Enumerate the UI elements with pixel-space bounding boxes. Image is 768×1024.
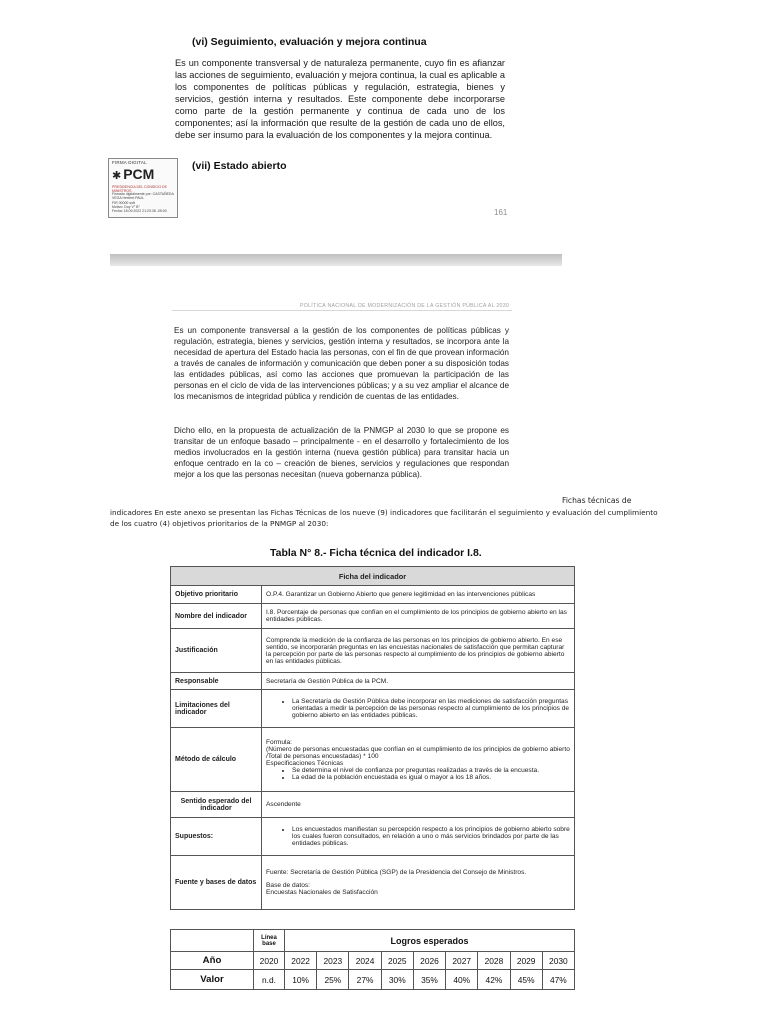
indicator-sheet-table	[170, 566, 575, 910]
value-cell: 45%	[510, 970, 542, 990]
table-row	[171, 856, 575, 910]
row-label: Sentido esperado del indicador	[171, 792, 262, 818]
row-value: O.P.4. Garantizar un Gobierno Abierto que genere legitimidad en las intervenciones públicas	[262, 586, 575, 604]
row-value	[262, 856, 575, 910]
value-cell: n.d.	[254, 970, 285, 990]
table-row	[171, 690, 575, 728]
table-title: Tabla N° 8.- Ficha técnica del indicador I.8.	[270, 547, 482, 559]
pcm-logo	[112, 166, 154, 182]
list-item: • La edad de la población encuestada es igual o mayor a los 18 años.	[292, 774, 570, 781]
formula-text: (Número de personas encuestadas que confían en el cumplimiento de los principios de gobierno abierto /Total de personas encuestadas) * 100	[266, 745, 570, 760]
stamp-line: Motivo: Doy V° B°	[112, 204, 140, 209]
row-value	[262, 818, 575, 856]
table-header: Ficha del indicador	[171, 567, 575, 586]
baseline-label: Línea base	[254, 930, 285, 952]
row-label: Limitaciones del indicador	[171, 690, 262, 728]
table-row	[171, 673, 575, 690]
row-value: Secretaría de Gestión Pública de la PCM.	[262, 673, 575, 690]
annex-title: Fichas técnicas de	[562, 496, 632, 505]
row-label: Justificación	[171, 629, 262, 673]
year-cell: 2027	[446, 952, 478, 970]
year-cell: 2030	[542, 952, 574, 970]
section-vi-paragraph: Es un componente transversal y de naturaleza permanente, cuyo fin es afianzar las acciones de seguimiento, evaluación y mejora continua, la cual es aplicable a los componentes de políticas públicas y regulación, estrategia, bienes y servicios, gestión interna y resultados. Este componente debe incorporarse como parte de la gestión permanente y continua de cada uno de los componentes; así la información que resulte de la gestión de cada uno de ellos, debe ser insumo para la evaluación de los componentes y la mejora continua.	[175, 58, 505, 140]
table-row	[171, 629, 575, 673]
table-row	[171, 818, 575, 856]
row-label: Nombre del indicador	[171, 604, 262, 629]
row-label: Supuestos:	[171, 818, 262, 856]
row-label: Objetivo prioritario	[171, 586, 262, 604]
row-label: Fuente y bases de datos	[171, 856, 262, 910]
row-value	[262, 728, 575, 792]
list-item: • Los encuestados manifiestan su percepción respecto a los principios de gobierno abierto sobre los cuales fueron consultados, en relación a uno o más servicios brindados por parte de las entidades públicas.	[292, 826, 570, 847]
row-label: Responsable	[171, 673, 262, 690]
list-item: • Se determina el nivel de confianza por preguntas realizadas a través de la encuesta.	[292, 767, 570, 774]
section-vi-heading: (vi) Seguimiento, evaluación y mejora continua	[192, 36, 427, 48]
running-header: POLÍTICA NACIONAL DE MODERNIZACIÓN DE LA GESTIÓN PÚBLICA AL 2030	[300, 303, 510, 309]
value-cell: 10%	[285, 970, 317, 990]
year-cell: 2026	[413, 952, 445, 970]
value-cell: 30%	[381, 970, 413, 990]
section-vii-heading: (vii) Estado abierto	[192, 160, 287, 172]
header-rule	[172, 310, 512, 311]
asterisk-icon: ✱	[112, 170, 122, 182]
stamp-line: Fecha: 18.09.2022 21:20:38 -05:00	[112, 209, 167, 214]
value-row-label: Valor	[171, 970, 254, 990]
year-cell: 2028	[478, 952, 510, 970]
expected-results-table	[170, 929, 575, 990]
estado-abierto-paragraph-1: Es un componente transversal a la gestión de los componentes de políticas públicas y regulación, estrategia, bienes y servicios, gestión interna y resultados, se incorpora ante la necesidad de apertura del Estado hacia las personas, con el fin de que provean información a través de canales de información y comunicación que deben poner a su disposición todas las entidades públicas, así como las acciones que promuevan la participación de las personas en el ciclo de vida de las intervenciones públicas; y a su vez ampliar el alcance de los mecanismos de integridad pública y rendición de cuentas de las entidades.	[174, 326, 509, 401]
row-value: Ascendente	[262, 792, 575, 818]
value-cell: 47%	[542, 970, 574, 990]
base-value: Encuestas Nacionales de Satisfacción	[266, 889, 378, 896]
estado-abierto-paragraph-2: Dicho ello, en la propuesta de actualización de la PNMGP al 2030 lo que se propone es transitar de un enfoque basado – principalmente - en el desarrollo y fortalecimiento de los medios involucrados en la gestión interna (nueva gestión pública) para transitar hacia un enfoque centrado en la co – creación de bienes, servicios y regulaciones que respondan mejor a los que las personas necesitan (nueva gobernanza pública).	[174, 426, 509, 479]
pcm-logo-text: PCM	[123, 166, 155, 182]
row-value: Comprende la medición de la confianza de las personas en los principios de gobierno abierto. En ese sentido, se incorporarán preguntas en las encuestas nacionales de satisfacción que permitan capturar la percepción por parte de las personas respecto al cumplimiento de los principios de gobierno abierto en las entidades públicas.	[262, 629, 575, 673]
stamp-line: Firmado digitalmente por: CASTAÑEDA	[112, 192, 174, 196]
year-cell: 2025	[381, 952, 413, 970]
formula-title: Formula:	[266, 738, 293, 746]
table-row	[171, 567, 575, 586]
expected-results-label: Logros esperados	[285, 930, 575, 952]
stamp-line: FIR 00000 soft	[112, 200, 135, 205]
annex-line-1: indicadores En este anexo se presentan las Fichas Técnicas de los nueve (9) indicadores que facilitarán el seguimiento y evaluación del cumplimiento	[110, 508, 658, 517]
year-row-label: Año	[171, 952, 254, 970]
year-cell: 2029	[510, 952, 542, 970]
stamp-label: FIRMA DIGITAL	[112, 160, 147, 165]
row-label: Método de cálculo	[171, 728, 262, 792]
row-value	[262, 690, 575, 728]
page-number: 161	[494, 208, 508, 217]
value-cell: 27%	[349, 970, 381, 990]
table-row	[171, 728, 575, 792]
annex-line-2: de los cuatro (4) objetivos prioritarios de la PNMGP al 2030:	[110, 519, 329, 528]
value-cell: 35%	[413, 970, 445, 990]
stamp-line: VEGA Herbert PAUL	[112, 196, 145, 201]
table-row	[171, 952, 575, 970]
year-cell: 2020	[254, 952, 285, 970]
value-cell: 42%	[478, 970, 510, 990]
year-cell: 2022	[285, 952, 317, 970]
page-gap-divider	[110, 254, 562, 266]
value-cell: 40%	[446, 970, 478, 990]
table-row	[171, 604, 575, 629]
digital-signature-stamp	[108, 158, 178, 218]
year-cell: 2023	[317, 952, 349, 970]
stamp-subtitle: PRESIDENCIA DEL CONSEJO DE MINISTROS	[112, 185, 167, 193]
empty-cell	[171, 930, 254, 952]
row-value: I.8. Porcentaje de personas que confían en el cumplimiento de los principios de gobierno abierto en las entidades públicas.	[262, 604, 575, 629]
value-cell: 25%	[317, 970, 349, 990]
table-row	[171, 586, 575, 604]
table-row	[171, 792, 575, 818]
stamp-details	[112, 192, 174, 213]
table-row	[171, 970, 575, 990]
list-item: • La Secretaría de Gestión Pública debe incorporar en las mediciones de satisfacción preguntas orientadas a medir la percepción de las personas respecto al cumplimiento de los principios de gobierno abierto en las entidades públicas.	[292, 698, 570, 719]
spec-title: Especificaciones Técnicas	[266, 759, 344, 767]
table-row	[171, 930, 575, 952]
fuente-text: Fuente: Secretaría de Gestión Pública (SGP) de la Presidencia del Consejo de Ministros.	[266, 869, 527, 876]
base-title: Base de datos:	[266, 882, 310, 889]
year-cell: 2024	[349, 952, 381, 970]
